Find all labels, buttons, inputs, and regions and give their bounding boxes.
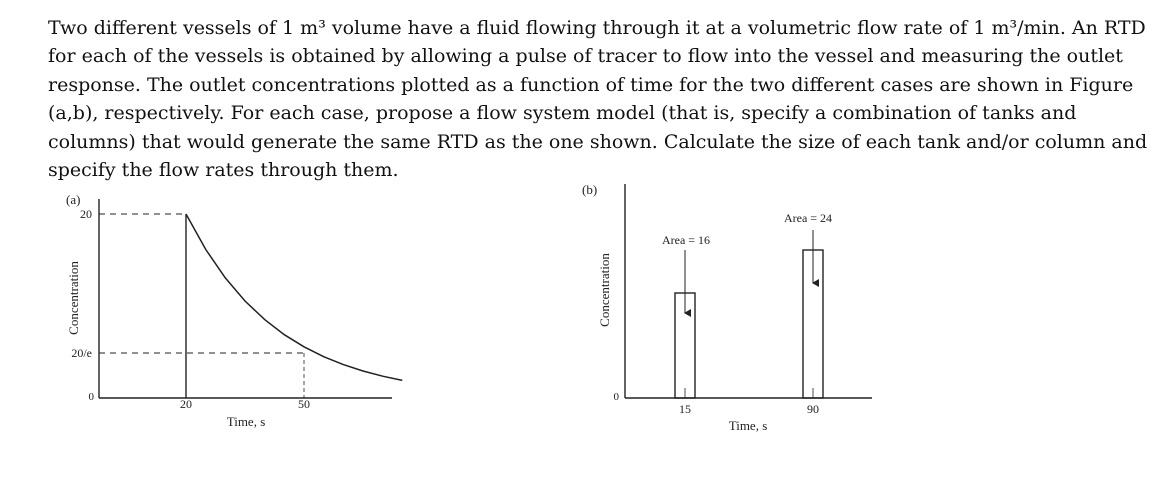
panel-a-x-tick-50: 50 bbox=[298, 397, 310, 411]
panel-b-x-tick-90: 90 bbox=[807, 402, 819, 416]
panel-a-x-label: Time, s bbox=[226, 414, 266, 429]
panel-a-label: (a) bbox=[66, 192, 81, 207]
panel-a-y-tick-0: 0 bbox=[88, 391, 94, 403]
panel-b-x-label: Time, s bbox=[728, 418, 768, 433]
panel-b-y-label: Concentration bbox=[597, 253, 612, 327]
panel-a-y-label: Concentration bbox=[66, 261, 81, 335]
panel-b bbox=[582, 182, 872, 433]
panel-a bbox=[66, 192, 402, 429]
panel-a-x-tick-20: 20 bbox=[180, 397, 192, 411]
pulse-15-area-label: Area = 16 bbox=[661, 233, 711, 247]
panel-a-decay-curve bbox=[186, 214, 402, 380]
problem-statement: Two different vessels of 1 m³ volume have a fluid flowing through it at a volumetric flow rate of 1 m³/min. An RTD for each of the vessels is obtained by allowing a pulse of tracer to flow into the vessel and measuring the outlet response. The outlet concentrations plotted as a function of time for the two different cases are shown in Figure (a,b), respectively. For each case, propose a flow system model (that is, specify a combination of tanks and columns) that would generate the same RTD as the one shown. Calculate the size of each tank and/or column and specify the flow rates through them. bbox=[48, 17, 1148, 182]
pulse-90-area-label: Area = 24 bbox=[783, 211, 833, 225]
panel-b-label: (b) bbox=[582, 182, 598, 197]
panel-b-y-tick-0: 0 bbox=[613, 391, 619, 403]
panel-a-y-tick-20: 20 bbox=[80, 207, 92, 221]
panel-a-y-tick-20e: 20/e bbox=[71, 346, 92, 360]
panel-b-x-tick-15: 15 bbox=[679, 402, 691, 416]
